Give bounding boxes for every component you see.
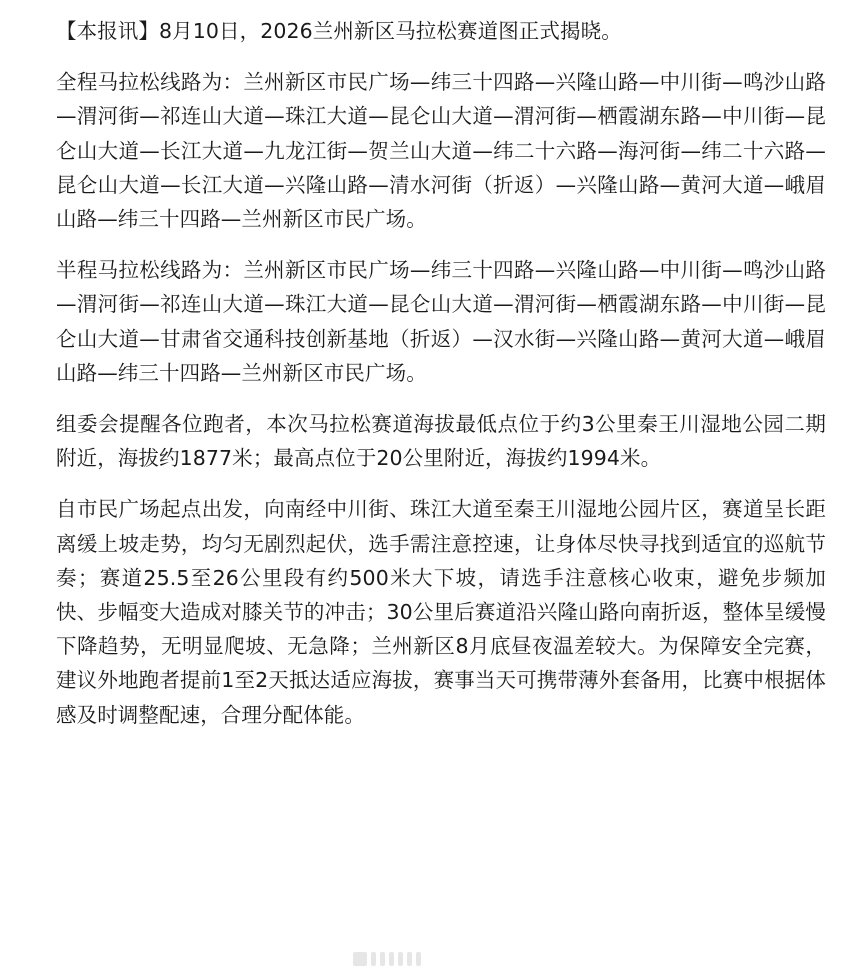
pager-indicator[interactable] <box>398 952 403 966</box>
article-body <box>56 14 826 732</box>
pager-indicator[interactable] <box>353 952 367 966</box>
pager-indicator[interactable] <box>416 952 421 966</box>
pager-indicator[interactable] <box>407 952 412 966</box>
image-pager[interactable] <box>353 952 421 966</box>
full-marathon-route: 全程马拉松线路为：兰州新区市民广场—纬三十四路—兴隆山路—中川街—鸣沙山路—渭河街—祁连山大道—珠江大道—昆仑山大道—渭河街—栖霞湖东路—中川街—昆仑山大道—长江大道—九龙江街—贺兰山大道—纬二十六路—海河街—纬二十六路—昆仑山大道—长江大道—兴隆山路—清水河街（折返）—兴隆山路—黄河大道—峨眉山路—纬三十四路—兰州新区市民广场。 <box>56 70 826 232</box>
pager-indicator[interactable] <box>371 952 376 966</box>
pager-indicator[interactable] <box>380 952 385 966</box>
article-lead: 【本报讯】8月10日，2026兰州新区马拉松赛道图正式揭晓。 <box>56 19 622 43</box>
course-advice: 自市民广场起点出发，向南经中川街、珠江大道至秦王川湿地公园片区，赛道呈长距离缓上坡走势，均匀无剧烈起伏，选手需注意控速，让身体尽快寻找到适宜的巡航节奏；赛道25.5至26公里段有约500米大下坡，请选手注意核心收束，避免步频加快、步幅变大造成对膝关节的冲击；30公里后赛道沿兴隆山路向南折返，整体呈缓慢下降趋势，无明显爬坡、无急降；兰州新区8月底昼夜温差较大。为保障安全完赛，建议外地跑者提前1至2天抵达适应海拔，赛事当天可携带薄外套备用，比赛中根据体感及时调整配速，合理分配体能。 <box>56 497 826 727</box>
half-marathon-route: 半程马拉松线路为：兰州新区市民广场—纬三十四路—兴隆山路—中川街—鸣沙山路—渭河街—祁连山大道—珠江大道—昆仑山大道—渭河街—栖霞湖东路—中川街—昆仑山大道—甘肃省交通科技创新基地（折返）—汉水街—兴隆山路—黄河大道—峨眉山路—纬三十四路—兰州新区市民广场。 <box>56 258 826 385</box>
pager-indicator[interactable] <box>389 952 394 966</box>
altitude-reminder: 组委会提醒各位跑者，本次马拉松赛道海拔最低点位于约3公里秦王川湿地公园二期附近，海拔约1877米；最高点位于20公里附近，海拔约1994米。 <box>56 412 826 471</box>
